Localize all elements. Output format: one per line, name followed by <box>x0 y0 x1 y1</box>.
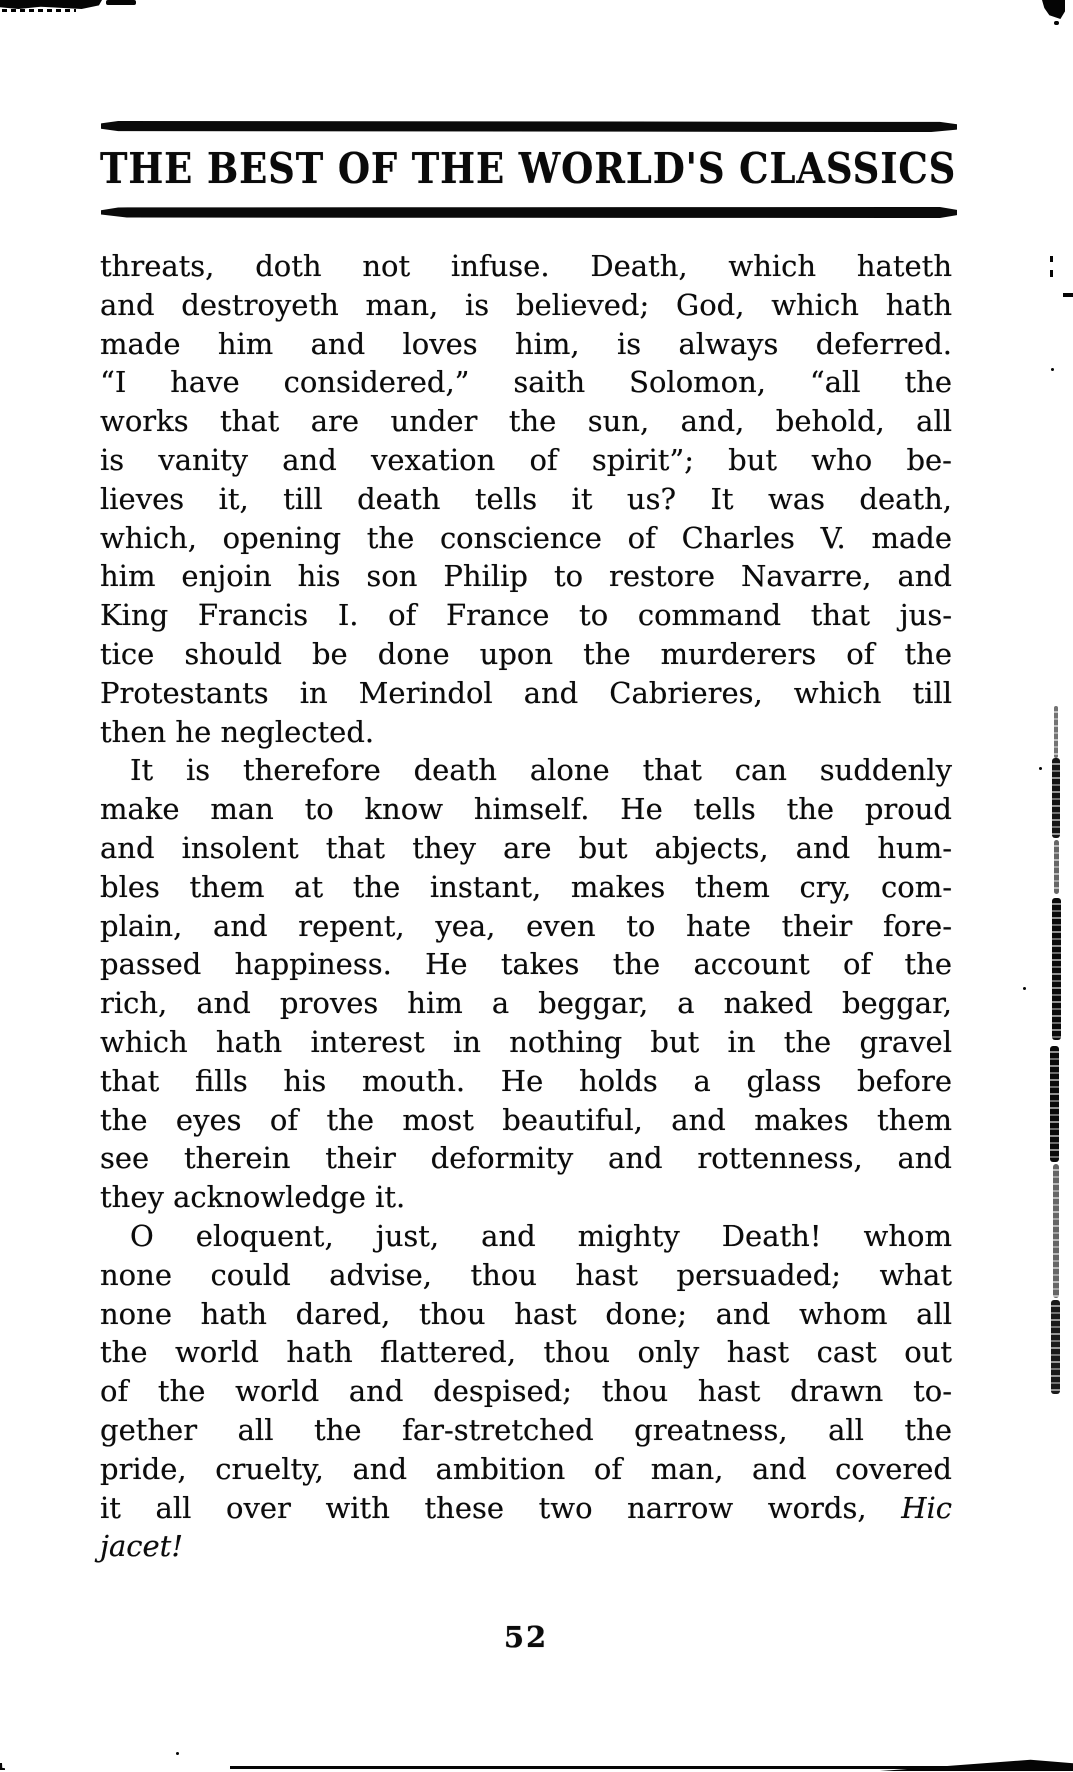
text-segment: that fills his mouth. He holds a glass before <box>100 1063 952 1098</box>
text-line <box>100 480 952 519</box>
text-line <box>100 1256 952 1295</box>
scan-artifact-right-edge-streak <box>1050 1046 1059 1162</box>
text-line <box>100 1372 952 1411</box>
page-number: 52 <box>503 1620 549 1654</box>
text-segment: see therein their deformity and rottenness, and <box>100 1141 952 1176</box>
text-line <box>100 441 952 480</box>
text-segment: of the world and despised; thou hast drawn to- <box>100 1374 952 1409</box>
text-line <box>100 1101 952 1140</box>
scan-artifact-right-margin-speck <box>1050 270 1053 277</box>
scan-artifact-right-margin-dot <box>1023 987 1026 990</box>
text-line <box>100 984 952 1023</box>
scan-artifact-top-left-speckle <box>2 9 76 12</box>
text-segment: it all over with these two narrow words, <box>100 1490 902 1525</box>
scan-artifact-right-edge-streak <box>1054 706 1058 758</box>
running-head-title: THE BEST OF THE WORLD'S CLASSICS <box>100 144 957 193</box>
text-segment: pride, cruelty, and ambition of man, and covered <box>100 1451 952 1486</box>
text-segment: rich, and proves him a beggar, a naked beggar, <box>100 986 952 1021</box>
text-line <box>100 1411 952 1450</box>
scan-artifact-bottom-left-tick <box>0 1763 5 1770</box>
text-segment: plain, and repent, yea, even to hate their fore- <box>100 908 952 943</box>
text-line <box>100 790 952 829</box>
text-line <box>100 635 952 674</box>
scan-artifact-right-edge-streak <box>1054 840 1059 894</box>
text-segment: the eyes of the most beautiful, and makes them <box>100 1102 952 1137</box>
text-line <box>100 363 952 402</box>
scan-artifact-right-margin-dot <box>1039 767 1042 770</box>
text-segment: Protestants in Merindol and Cabrieres, which till <box>100 675 952 710</box>
text-segment: they acknowledge it. <box>100 1180 406 1215</box>
text-segment: the world hath flattered, thou only hast cast out <box>100 1335 952 1370</box>
scan-artifact-top-right-blob <box>1042 0 1065 19</box>
text-segment: made him and loves him, is always deferred. <box>100 326 952 361</box>
text-segment: and insolent that they are but abjects, and hum- <box>100 830 952 865</box>
text-line <box>100 1450 952 1489</box>
text-line <box>100 402 952 441</box>
text-segment: is vanity and vexation of spirit”; but who be- <box>100 442 952 477</box>
text-segment: tice should be done upon the murderers of the <box>100 636 952 671</box>
scan-artifact-right-edge-streak <box>1051 1300 1060 1394</box>
text-segment: him enjoin his son Philip to restore Navarre, and <box>100 559 952 594</box>
italic-phrase: jacet! <box>100 1529 183 1564</box>
text-line <box>100 1178 952 1217</box>
text-line <box>100 1295 952 1334</box>
text-segment: “I have considered,” saith Solomon, “all the <box>100 365 952 400</box>
text-line <box>100 1023 952 1062</box>
text-line <box>100 674 952 713</box>
scan-artifact-right-margin-dash <box>1063 293 1073 297</box>
text-line <box>100 286 952 325</box>
text-segment: none could advise, thou hast persuaded; what <box>100 1257 952 1292</box>
text-segment: which hath interest in nothing but in the gravel <box>100 1024 952 1059</box>
scan-artifact-top-left-dash <box>106 0 136 5</box>
text-line <box>100 1333 952 1372</box>
text-line <box>100 1062 952 1101</box>
text-segment: passed happiness. He takes the account of the <box>100 947 952 982</box>
scan-artifact-right-margin-speck <box>1050 256 1053 262</box>
text-segment: which, opening the conscience of Charles V. made <box>100 520 952 555</box>
scan-artifact-bottom-dot <box>176 1752 179 1755</box>
italic-phrase: Hic <box>901 1490 952 1525</box>
text-segment: O eloquent, just, and mighty Death! whom <box>130 1218 952 1253</box>
text-segment: It is therefore death alone that can suddenly <box>130 753 952 788</box>
text-line <box>100 325 952 364</box>
text-line <box>100 1139 952 1178</box>
text-segment: then he neglected. <box>100 714 375 749</box>
text-line <box>100 247 952 286</box>
text-segment: make man to know himself. He tells the proud <box>100 792 952 827</box>
text-segment: threats, doth not infuse. Death, which hateth <box>100 249 952 283</box>
header-rule-bottom <box>101 207 957 218</box>
text-line <box>100 1527 952 1566</box>
text-segment: lieves it, till death tells it us? It was death, <box>100 481 952 516</box>
text-segment: none hath dared, thou hast done; and whom all <box>100 1296 952 1331</box>
header-rule-top <box>101 121 957 132</box>
scan-artifact-top-left-smudge <box>0 0 102 9</box>
scan-artifact-right-margin-dot <box>1051 368 1054 371</box>
text-line <box>100 907 952 946</box>
text-segment: works that are under the sun, and, behold, all <box>100 404 952 439</box>
text-line <box>100 829 952 868</box>
scan-artifact-top-right-speck <box>1054 21 1059 25</box>
text-line <box>100 1489 952 1528</box>
text-segment: and destroyeth man, is believed; God, which hath <box>100 287 952 322</box>
scan-artifact-right-edge-streak <box>1052 758 1060 838</box>
text-segment: gether all the far-stretched greatness, all the <box>100 1412 952 1447</box>
text-line <box>100 596 952 635</box>
scan-artifact-right-edge-streak <box>1052 898 1061 1040</box>
text-line <box>100 713 952 752</box>
text-line <box>100 868 952 907</box>
text-line <box>100 1217 952 1256</box>
text-line <box>100 945 952 984</box>
scan-artifact-right-edge-streak <box>1053 1164 1059 1298</box>
text-line <box>100 557 952 596</box>
text-segment: bles them at the instant, makes them cry, com- <box>100 869 952 904</box>
text-line <box>100 751 952 790</box>
page-header <box>100 144 957 193</box>
text-line <box>100 519 952 558</box>
scan-artifact-bottom-right-wedge <box>880 1757 1073 1771</box>
text-segment: King Francis I. of France to command that jus- <box>100 598 952 633</box>
page-body <box>100 247 952 1566</box>
